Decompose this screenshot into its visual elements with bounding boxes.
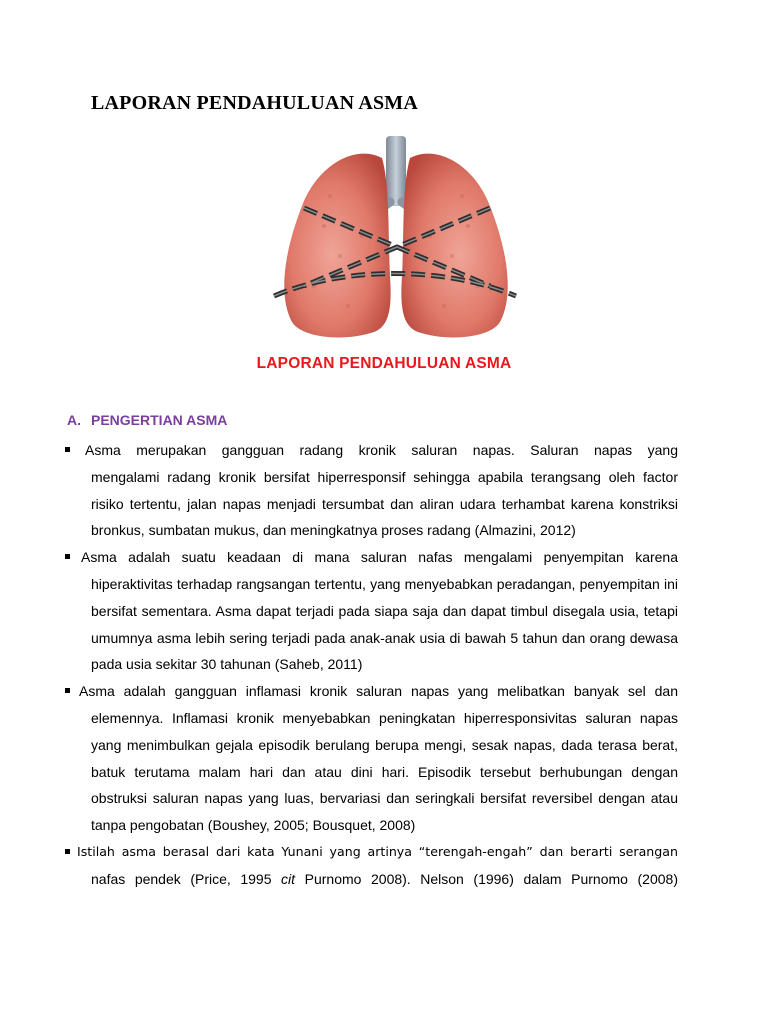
bullet-square-icon — [65, 554, 70, 559]
bullet-square-icon — [65, 688, 70, 693]
list-item-text-part: Purnomo 2008). Nelson (1996) dalam Purnomo (2008) — [295, 870, 678, 887]
definition-list — [0, 437, 768, 893]
section-marker: A. — [67, 412, 81, 428]
list-item-first-line: Asma adalah suatu keadaan di mana saluran nafas mengalami penyempitan karena — [81, 549, 678, 566]
list-item — [0, 437, 768, 544]
bullet-square-icon — [65, 447, 70, 452]
list-item — [0, 544, 768, 678]
list-item — [0, 678, 768, 839]
list-item-text — [91, 866, 678, 893]
section-heading-text: PENGERTIAN ASMA — [91, 412, 228, 428]
section-heading — [67, 412, 227, 428]
list-item-text: mengalami radang kronik bersifat hiperresponsif sehingga apabila terangsang oleh factor risiko tertentu, jalan napas menjadi tersumbat dan aliran udara terhambat karena konstriksi bronkus, sumbatan mukus, dan meningkatnya proses radang (Almazini, 2012) — [91, 468, 678, 539]
list-item-first-line: Asma merupakan gangguan radang kronik saluran napas. Saluran napas yang — [85, 442, 678, 458]
list-item — [0, 839, 768, 893]
center-heading: LAPORAN PENDAHULUAN ASMA — [256, 355, 512, 372]
document-title: LAPORAN PENDAHULUAN ASMA — [91, 92, 419, 114]
lungs-chained-image — [244, 136, 546, 346]
list-item-first-line: Asma adalah gangguan inflamasi kronik saluran napas yang melibatkan banyak sel dan — [79, 683, 678, 700]
list-item-text: elemennya. Inflamasi kronik menyebabkan peningkatan hiperresponsivitas saluran napas yang menimbulkan gejala episodik berulang berupa mengi, sesak napas, dada terasa berat, batuk terutama malam hari dan atau dini hari. Episodik tersebut berhubungan dengan obstruksi saluran napas yang luas, bervariasi dan seringkali bersifat reversibel dengan atau tanpa pengobatan (Boushey, 2005; Bousquet, 2008) — [91, 709, 678, 834]
list-item-text: hiperaktivitas terhadap rangsangan tertentu, yang menyebabkan peradangan, penyempitan ini bersifat sementara. Asma dapat terjadi pada siapa saja dan dapat timbul disegala usia, tetapi umumnya asma lebih sering terjadi pada anak-anak usia di bawah 5 tahun dan orang dewasa pada usia sekitar 30 tahunan (Saheb, 2011) — [91, 575, 678, 673]
list-item-text-part: nafas pendek (Price, 1995 — [91, 870, 282, 887]
bullet-square-icon — [65, 849, 70, 854]
list-item-italic-text: cit — [281, 870, 296, 887]
list-item-first-line: Istilah asma berasal dari kata Yunani yang artinya “terengah-engah” dan berarti serangan — [77, 843, 678, 859]
